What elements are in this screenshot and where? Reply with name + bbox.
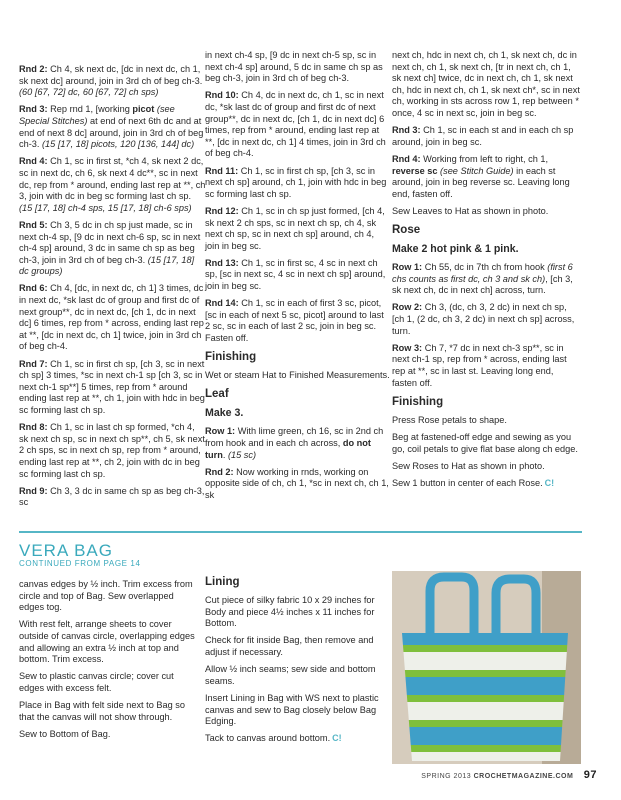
instruction-paragraph bbox=[205, 693, 395, 728]
instruction-paragraph bbox=[205, 426, 390, 461]
page-number: 97 bbox=[583, 769, 597, 781]
instruction-bold: reverse sc bbox=[392, 165, 438, 176]
instruction-text: Ch 1, sc in first st, *ch 4, sk next 2 dc, sc in next dc, ch 6, sk next 4 dc**, sc in next dc, rep from * around, ending last rep at **, ch 3, join with dc in beg sc forming last ch sp. bbox=[19, 156, 206, 202]
instruction-text: Place in Bag with felt side next to Bag so that the canvas will not show through. bbox=[19, 700, 185, 722]
instruction-text: Ch 1, sc in last ch sp formed, *ch 4, sk next ch sp, sc in next ch sp**, ch 5, sk next 2 ch sps, sc in next ch sp, rep from * around, ending last rep at **, ch 2, join with dc in beg sc forming last ch sp. bbox=[19, 422, 205, 479]
finishing-text: Wet or steam Hat to Finished Measurements. bbox=[205, 370, 390, 381]
round-label: Rnd 8: bbox=[19, 422, 48, 433]
instruction-paragraph bbox=[392, 125, 580, 148]
rose-subheading: Make 2 hot pink & 1 pink. bbox=[392, 243, 519, 256]
instruction-paragraph bbox=[19, 283, 206, 353]
footer-season: SPRING 2013 bbox=[421, 773, 472, 780]
instruction-paragraph bbox=[205, 258, 390, 293]
round-label: Row 3: bbox=[392, 342, 423, 353]
round-label: Rnd 9: bbox=[19, 485, 48, 496]
instruction-text: With rest felt, arrange sheets to cover outside of canvas circle, overlapping edges and allowing an extra ½ inch at top and bottom. Trim excess. bbox=[19, 619, 195, 665]
round-label: Rnd 4: bbox=[19, 156, 48, 167]
round-label: Rnd 3: bbox=[392, 125, 421, 136]
instruction-text: . bbox=[222, 449, 228, 460]
pattern-column-3 bbox=[392, 50, 580, 495]
bag-column-1 bbox=[19, 579, 199, 746]
instruction-text: Ch 1, sc in first ch sp, [ch 3, sc in next ch sp] 3 times, *sc in next ch-1 sp [ch 3, sc in next ch-1 sp**] 5 times, rep from * around ending last rep at **, ch 1, join with hdc in beg sc forming last ch sp. bbox=[19, 358, 205, 415]
instruction-text: Beg at fastened-off edge and sewing as you go, coil petals to give flat base along ch edge. bbox=[392, 432, 578, 454]
instruction-text: Ch 1, sc in each of first 3 sc, picot, [sc in each of next 5 sc, picot] around to last 2 sc, sc in each of last 2 sc, join in beg sc. Fasten off. bbox=[205, 298, 384, 344]
pattern-column-2 bbox=[205, 50, 390, 507]
instruction-text: Ch 1, sc in first sc, 4 sc in next ch sp, [sc in next sc, 4 sc in next ch sp] around, join in beg sc. bbox=[205, 257, 386, 292]
rose-heading: Rose bbox=[392, 224, 421, 237]
instruction-text: , [ch 3, sk next ch, dc in next ch] across, turn. bbox=[392, 273, 573, 296]
instruction-text: Ch 1, sc in each st and in each ch sp around, join in beg sc. bbox=[392, 125, 574, 147]
instruction-paragraph bbox=[205, 90, 390, 160]
instruction-text: Ch 3, 5 dc in ch sp just made, sc in next ch-4 sp, [9 dc in next ch-6 sp, sc in next ch-4 sp] around, 3 dc in same ch sp as beg ch-3, join in 3rd ch of beg ch-3. bbox=[19, 219, 201, 265]
instruction-bold: picot bbox=[132, 104, 155, 115]
instruction-paragraph bbox=[19, 422, 206, 480]
leaf-heading: Leaf bbox=[205, 388, 229, 401]
instruction-text: Ch 1, sc in first ch sp, [ch 3, sc in next ch sp] around, ch 1, join with hdc in beg sc forming last ch sp. bbox=[205, 165, 387, 199]
crochet-bag-photo bbox=[392, 571, 581, 764]
instruction-text: Ch 55, dc in 7th ch from hook bbox=[424, 262, 548, 273]
instruction-paragraph bbox=[19, 64, 206, 99]
instruction-text: Ch 3, (dc, ch 3, 2 dc) in next ch sp, [ch 1, (2 dc, ch 3, 2 dc) in next ch sp] across, turn. bbox=[392, 302, 575, 336]
instruction-paragraph bbox=[19, 619, 199, 665]
instruction-text: in each st around, join in beg reverse sc. Leaving long end, fasten off. bbox=[392, 165, 570, 199]
round-label: Rnd 13: bbox=[205, 257, 239, 268]
stitch-count: (15 [17, 18] picots, 120 [136, 144] dc) bbox=[41, 139, 195, 150]
instruction-text: Sew 1 button in center of each Rose. bbox=[392, 477, 543, 488]
end-mark-logo: C! bbox=[544, 477, 555, 488]
leaf-subheading: Make 3. bbox=[205, 407, 244, 420]
instruction-text: canvas edges by ½ inch. Trim excess from circle and top of Bag. Sew overlapped edges tog. bbox=[19, 579, 193, 613]
round-label: Row 2: bbox=[392, 302, 423, 313]
instruction-text: Rep rnd 1, [working bbox=[50, 104, 133, 115]
instruction-paragraph bbox=[19, 729, 199, 741]
round-label: Row 1: bbox=[205, 426, 236, 437]
instruction-note: (first 6 chs counts as first dc, ch 3 and sk ch) bbox=[392, 262, 573, 284]
round-label: Rnd 11: bbox=[205, 165, 239, 176]
instruction-text: Sew Leaves to Hat as shown in photo. bbox=[392, 205, 549, 216]
instruction-text: Sew to Bottom of Bag. bbox=[19, 728, 111, 739]
round-label: Rnd 2: bbox=[205, 466, 234, 477]
stitch-count: (15 [17, 18] dc groups) bbox=[19, 254, 195, 277]
instruction-paragraph bbox=[205, 206, 390, 252]
round-label: Rnd 5: bbox=[19, 219, 48, 230]
instruction-text: Ch 3, 3 dc in same ch sp as beg ch-3, sc bbox=[19, 485, 205, 508]
instruction-paragraph bbox=[205, 298, 390, 344]
instruction-text: Ch 1, sc in ch sp just formed, [ch 4, sk next 2 ch sps, sc in next ch sp, ch 4, sk next ch sp, sc in next ch sp] around, ch 4, join in beg sc. bbox=[205, 205, 385, 251]
instruction-paragraph bbox=[19, 671, 199, 694]
instruction-paragraph bbox=[392, 415, 580, 427]
bag-column-2 bbox=[205, 575, 395, 751]
finishing-heading-2: Finishing bbox=[392, 395, 444, 408]
instruction-paragraph bbox=[205, 733, 395, 745]
end-mark-logo: C! bbox=[332, 733, 342, 744]
instruction-text: at end of next 6th dc and at end of next 8 dc] around, join in 3rd ch of beg ch-3. bbox=[19, 115, 204, 150]
round-label: Rnd 7: bbox=[19, 358, 48, 369]
section-divider bbox=[19, 531, 582, 533]
instruction-text: With lime green, ch 16, sc in 2nd ch from hook and in each ch across, bbox=[205, 426, 384, 448]
instruction-text: Ch 4, [dc, in next dc, ch 1] 3 times, dc in next dc, *sk last dc of group and first dc of next group**, dc in next dc, [ch 1, dc in next dc] 6 times, rep from * across, ending last rep at **, [dc in next dc, ch 1] twice, join in 3rd ch of beg ch-4. bbox=[19, 283, 204, 352]
round-label: Rnd 12: bbox=[205, 205, 239, 216]
instruction-paragraph bbox=[205, 664, 395, 687]
continued-label: CONTINUED FROM PAGE 14 bbox=[19, 559, 141, 568]
instruction-paragraph bbox=[392, 432, 580, 455]
instruction-text: Check for fit inside Bag, then remove and adjust if necessary. bbox=[205, 635, 374, 657]
instruction-text: Allow ½ inch seams; sew side and bottom seams. bbox=[205, 664, 376, 686]
instruction-paragraph bbox=[19, 700, 199, 723]
instruction-paragraph bbox=[392, 461, 580, 473]
instruction-text: Now working in rnds, working on opposite side of ch, ch 1, *sc in next ch, ch 1, sk bbox=[205, 466, 389, 500]
instruction-paragraph bbox=[392, 478, 580, 490]
instruction-paragraph bbox=[19, 156, 206, 214]
round-label: Rnd 3: bbox=[19, 104, 48, 115]
instruction-paragraph bbox=[19, 579, 199, 614]
instruction-paragraph bbox=[19, 486, 206, 509]
round-label: Rnd 2: bbox=[19, 64, 48, 74]
crochet-bag-icon bbox=[392, 571, 581, 764]
round-label: Rnd 6: bbox=[19, 283, 48, 294]
round-label: Row 1: bbox=[392, 262, 423, 273]
instruction-note: (see Special Stitches) bbox=[19, 104, 175, 126]
instruction-text: Ch 4, sk next dc, [dc in next dc, ch 1, sk next dc] around, join in 3rd ch of beg ch-3. bbox=[19, 64, 203, 86]
instruction-paragraph bbox=[392, 343, 580, 389]
instruction-text: Ch 4, dc in next dc, ch 1, sc in next dc, *sk last dc of group and first dc of next group**, dc in next dc, [ch 1, dc in next dc] 6 times, rep from * around, ending last rep at **, [dc in next dc, ch 1] 4 times, join in 3rd ch of beg ch-4. bbox=[205, 90, 386, 159]
instruction-text: Insert Lining in Bag with WS next to plastic canvas and sew to Bag closely below Bag Edging. bbox=[205, 692, 379, 727]
instruction-paragraph bbox=[19, 104, 206, 150]
footer-site: CROCHETMAGAZINE.COM bbox=[473, 773, 574, 780]
instruction-text: Working from left to right, ch 1, bbox=[423, 153, 549, 164]
instruction-paragraph bbox=[205, 635, 395, 658]
pattern-column-1 bbox=[19, 64, 206, 515]
stitch-count: (15 sc) bbox=[227, 449, 257, 460]
instruction-paragraph bbox=[19, 359, 206, 417]
instruction-paragraph bbox=[392, 206, 580, 218]
instruction-paragraph bbox=[392, 262, 580, 297]
vera-bag-title: VERA BAG bbox=[19, 541, 113, 560]
round-label: Rnd 4: bbox=[392, 153, 421, 164]
instruction-paragraph bbox=[392, 50, 580, 120]
instruction-text: Tack to canvas around bottom. bbox=[205, 733, 331, 744]
stitch-count: (60 [67, 72] dc, 60 [67, 72] ch sps) bbox=[19, 87, 159, 98]
instruction-paragraph bbox=[392, 302, 580, 337]
instruction-text: next ch, hdc in next ch, ch 1, sk next ch, dc in next ch, ch 1, sk next ch, [tr in next ch, ch 1, sk next ch] twice, dc in next ch, ch 1, sk next ch, hdc in next ch, ch 1, sk next ch*, sc in next ch, working in sts across row 1, rep between * once, 4 sc in next sc, join in beg sc. bbox=[392, 50, 580, 118]
instruction-note: (see Stitch Guide) bbox=[437, 165, 514, 176]
instruction-paragraph bbox=[19, 220, 206, 278]
round-label: Rnd 10: bbox=[205, 90, 239, 101]
instruction-text: Cut piece of silky fabric 10 x 29 inches for Body and piece 4½ inches x 11 inches for Bottom. bbox=[205, 595, 375, 629]
instruction-text: Sew Roses to Hat as shown in photo. bbox=[392, 460, 545, 471]
instruction-paragraph bbox=[205, 166, 390, 201]
lining-heading: Lining bbox=[205, 576, 240, 588]
instruction-paragraph bbox=[205, 467, 390, 502]
page-footer bbox=[421, 769, 597, 781]
instruction-bold: do not turn bbox=[205, 438, 371, 460]
stitch-count: (15 [17, 18] ch-4 sps, 15 [17, 18] ch-6 sps) bbox=[19, 202, 192, 213]
instruction-paragraph bbox=[205, 50, 390, 85]
instruction-paragraph bbox=[392, 154, 580, 200]
instruction-text: Sew to plastic canvas circle; cover cut edges with excess felt. bbox=[19, 671, 174, 693]
instruction-text: Press Rose petals to shape. bbox=[392, 414, 507, 425]
instruction-paragraph bbox=[205, 595, 395, 630]
instruction-text: Ch 7, *7 dc in next ch-3 sp**, sc in next ch-1 sp, rep from * across, ending last rep at **, sc in last st. Leaving long end, fasten off. bbox=[392, 342, 567, 388]
finishing-heading: Finishing bbox=[205, 351, 257, 364]
instruction-text: in next ch-4 sp, [9 dc in next ch-5 sp, sc in next ch-4 sp] around, 5 dc in same ch sp as beg ch-3, join in 3rd ch of beg ch-3. bbox=[205, 50, 383, 84]
round-label: Rnd 14: bbox=[205, 298, 239, 309]
